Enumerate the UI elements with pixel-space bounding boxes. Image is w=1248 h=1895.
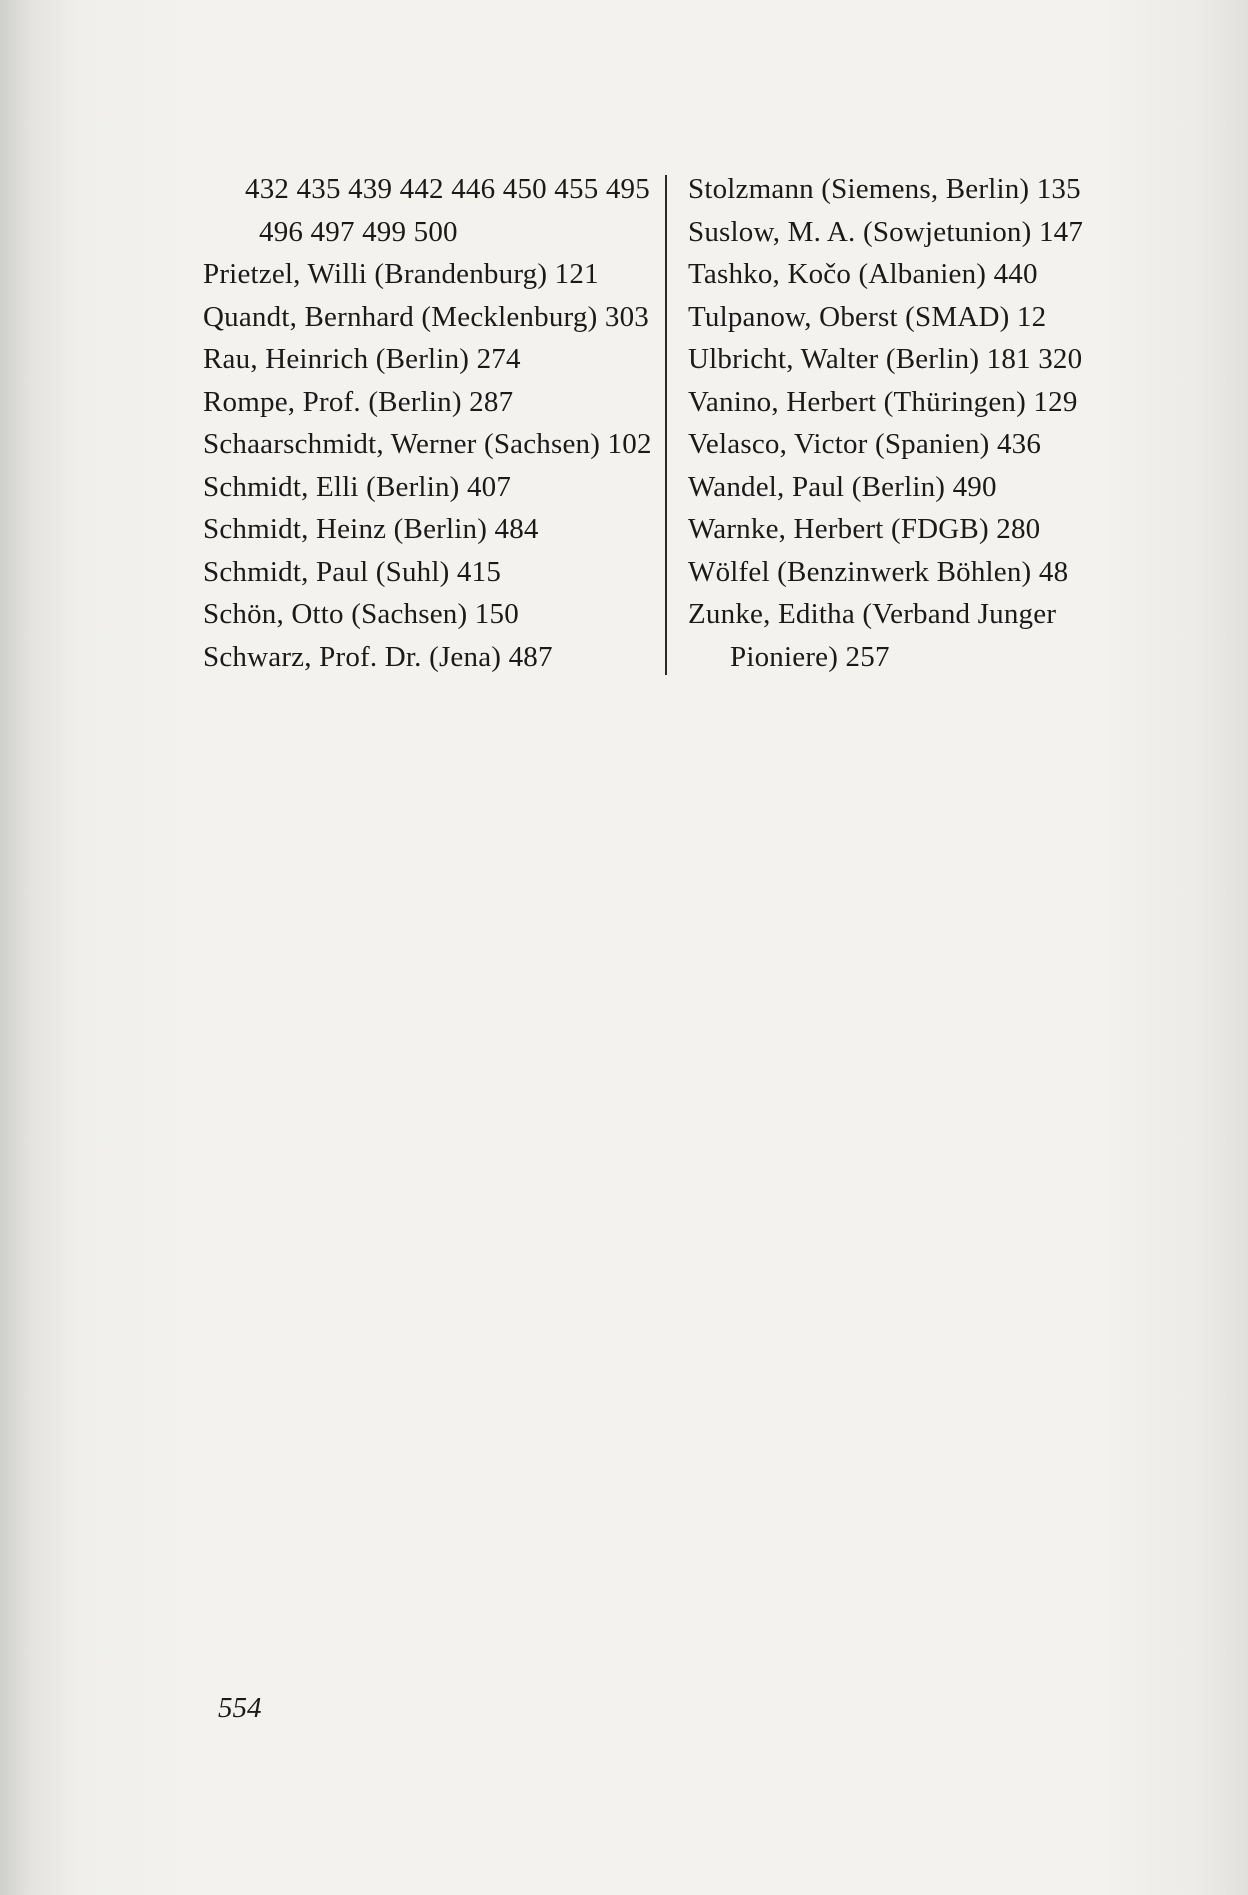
index-entry: Velasco, Victor (Spanien) 436 xyxy=(688,428,1042,460)
index-entry: Tashko, Kočo (Albanien) 440 xyxy=(688,258,1038,290)
index-entry: 496 497 499 500 xyxy=(259,215,458,248)
index-entry: Wölfel (Benzinwerk Böhlen) 48 xyxy=(688,555,1069,588)
index-entry: Ulbricht, Walter (Berlin) 181 320 xyxy=(688,343,1083,375)
index-entry: Stolzmann (Siemens, Berlin) 135 xyxy=(688,173,1081,205)
index-entry: 432 435 439 442 446 450 455 495 xyxy=(245,173,650,205)
index-entry: Schmidt, Heinz (Berlin) 484 xyxy=(203,513,539,545)
index-entry: Pioniere) 257 xyxy=(730,640,890,673)
index-column-right xyxy=(688,168,1118,678)
index-entry: Schmidt, Paul (Suhl) 415 xyxy=(203,555,502,588)
index-entry: Wandel, Paul (Berlin) 490 xyxy=(688,470,997,503)
index-entry: Schwarz, Prof. Dr. (Jena) 487 xyxy=(203,640,553,673)
index-entry: Schaarschmidt, Werner (Sachsen) 102 xyxy=(203,428,652,460)
index-entry: Schmidt, Elli (Berlin) 407 xyxy=(203,470,512,503)
index-entry: Zunke, Editha (Verband Junger xyxy=(688,598,1057,630)
index-entry: Tulpanow, Oberst (SMAD) 12 xyxy=(688,300,1047,333)
index-entry: Rau, Heinrich (Berlin) 274 xyxy=(203,343,521,375)
index-entry: Vanino, Herbert (Thüringen) 129 xyxy=(688,385,1078,418)
index-column-left xyxy=(203,168,663,678)
index-entry: Quandt, Bernhard (Mecklenburg) 303 xyxy=(203,300,649,333)
index-entry: Suslow, M. A. (Sowjetunion) 147 xyxy=(688,215,1084,248)
index-entry: Warnke, Herbert (FDGB) 280 xyxy=(688,513,1041,545)
index-entry: Schön, Otto (Sachsen) 150 xyxy=(203,598,519,630)
column-divider xyxy=(665,175,667,675)
index-entry: Prietzel, Willi (Brandenburg) 121 xyxy=(203,258,599,290)
index-entry: Rompe, Prof. (Berlin) 287 xyxy=(203,385,514,418)
page-number: 554 xyxy=(218,1692,262,1724)
